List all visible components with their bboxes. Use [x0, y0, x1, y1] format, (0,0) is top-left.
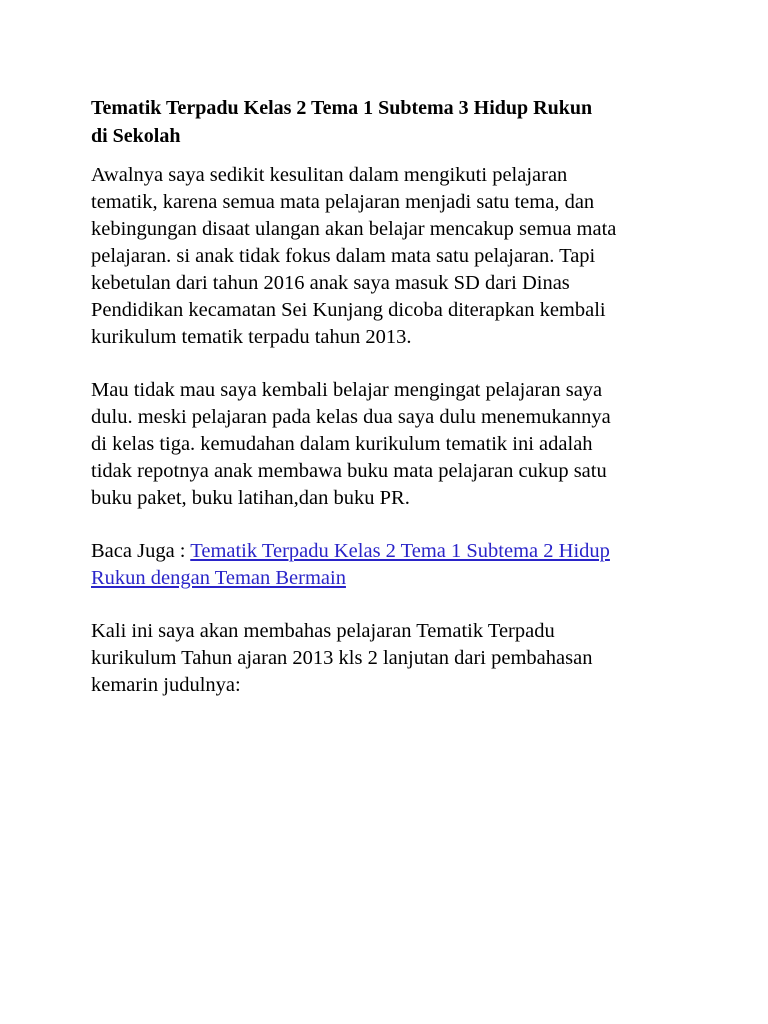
paragraph-line: kurikulum Tahun ajaran 2013 kls 2 lanjutan dari pembahasan [91, 647, 593, 669]
paragraph-line: Mau tidak mau saya kembali belajar mengingat pelajaran saya [91, 379, 603, 401]
paragraph-line: Pendidikan kecamatan Sei Kunjang dicoba diterapkan kembali [91, 299, 606, 321]
paragraph-line: tidak repotnya anak membawa buku mata pelajaran cukup satu [91, 460, 607, 482]
paragraph-line: Awalnya saya sedikit kesulitan dalam mengikuti pelajaran [91, 164, 568, 186]
title-line: di Sekolah [91, 125, 181, 147]
paragraph-line: tematik, karena semua mata pelajaran menjadi satu tema, dan [91, 191, 595, 213]
baca-juga-line [91, 538, 691, 565]
document-page [91, 94, 691, 725]
paragraph-third [91, 618, 691, 699]
paragraph-second [91, 377, 691, 512]
paragraph-line: kebetulan dari tahun 2016 anak saya masuk SD dari Dinas [91, 272, 570, 294]
baca-juga-line [91, 565, 691, 592]
baca-juga-prefix: Baca Juga : [91, 540, 191, 562]
title-line: Tematik Terpadu Kelas 2 Tema 1 Subtema 3 Hidup Rukun [91, 97, 593, 119]
paragraph-line: buku paket, buku latihan,dan buku PR. [91, 487, 410, 509]
related-article-link-continued[interactable]: Rukun dengan Teman Bermain [91, 567, 346, 589]
paragraph-line: pelajaran. si anak tidak fokus dalam mata satu pelajaran. Tapi [91, 245, 596, 267]
paragraph-line: Kali ini saya akan membahas pelajaran Tematik Terpadu [91, 620, 555, 642]
paragraph-line: kurikulum tematik terpadu tahun 2013. [91, 326, 412, 348]
paragraph-line: di kelas tiga. kemudahan dalam kurikulum tematik ini adalah [91, 433, 593, 455]
paragraph-line: kebingungan disaat ulangan akan belajar mencakup semua mata [91, 218, 617, 240]
paragraph-intro [91, 162, 691, 351]
article-title [91, 94, 691, 150]
baca-juga [91, 538, 691, 592]
paragraph-line: kemarin judulnya: [91, 674, 241, 696]
related-article-link[interactable]: Tematik Terpadu Kelas 2 Tema 1 Subtema 2 Hidup [190, 540, 610, 562]
paragraph-line: dulu. meski pelajaran pada kelas dua saya dulu menemukannya [91, 406, 611, 428]
